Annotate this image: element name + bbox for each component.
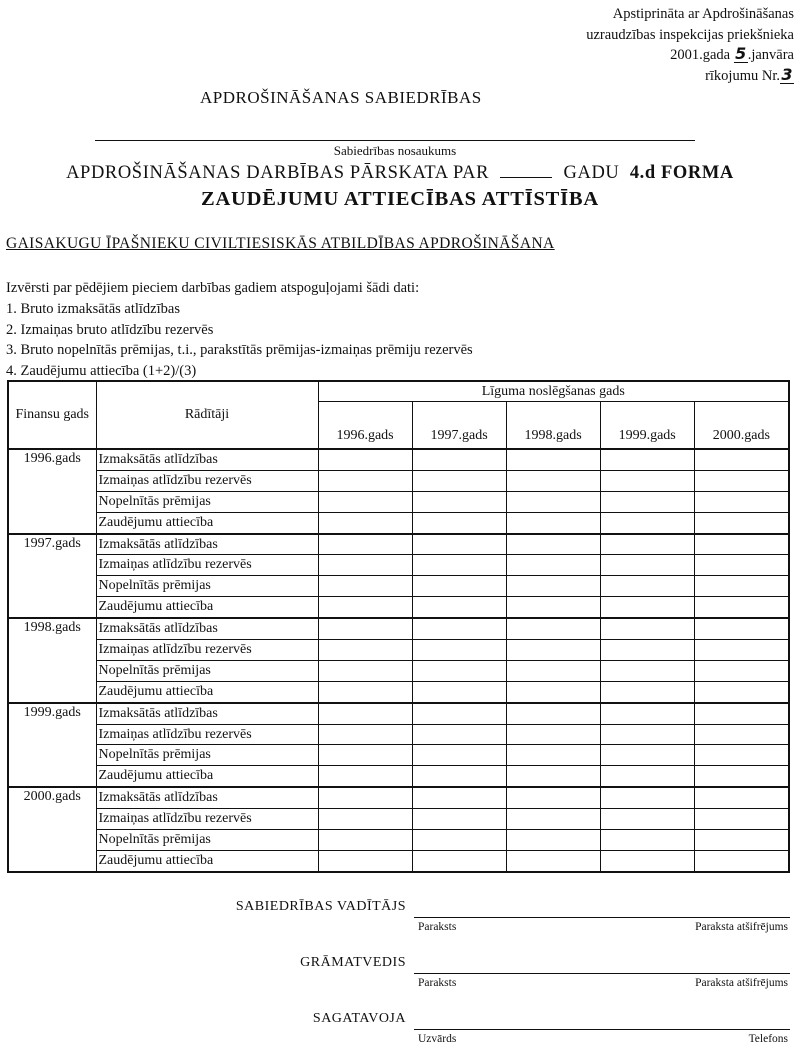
indicator-label: Nopelnītās prēmijas: [96, 576, 318, 597]
preparer-surname-caption: Uzvārds: [418, 1033, 457, 1045]
value-cell[interactable]: [506, 640, 600, 661]
indicator-label: Nopelnītās prēmijas: [96, 660, 318, 681]
value-cell[interactable]: [600, 660, 694, 681]
company-type: APDROŠINĀŠANAS SABIEDRĪBAS: [200, 88, 482, 107]
value-cell[interactable]: [412, 618, 506, 639]
table-row: [8, 809, 789, 830]
value-cell[interactable]: [506, 724, 600, 745]
approval-order-number: 3: [781, 64, 793, 84]
value-cell[interactable]: [600, 470, 694, 491]
table-row: [8, 660, 789, 681]
value-cell[interactable]: [694, 449, 789, 470]
value-cell[interactable]: [694, 766, 789, 787]
value-cell[interactable]: [412, 724, 506, 745]
table-row: [8, 512, 789, 533]
indicator-label: Zaudējumu attiecība: [96, 766, 318, 787]
value-cell[interactable]: [694, 491, 789, 512]
value-cell[interactable]: [318, 703, 412, 724]
value-cell[interactable]: [412, 640, 506, 661]
company-name-line[interactable]: [95, 140, 695, 141]
value-cell[interactable]: [318, 576, 412, 597]
value-cell[interactable]: [318, 449, 412, 470]
value-cell[interactable]: [694, 703, 789, 724]
table-row: [8, 491, 789, 512]
value-cell[interactable]: [694, 597, 789, 618]
value-cell[interactable]: [694, 470, 789, 491]
approval-line-4: [586, 66, 794, 87]
report-title: [0, 163, 800, 184]
indicator-label: Nopelnītās prēmijas: [96, 745, 318, 766]
value-cell[interactable]: [318, 724, 412, 745]
value-cell[interactable]: [600, 766, 694, 787]
accountant-name-caption: Paraksta atšifrējums: [695, 977, 788, 989]
value-cell[interactable]: [694, 512, 789, 533]
value-cell[interactable]: [600, 850, 694, 871]
col-header-year: Finansu gads: [8, 381, 96, 449]
value-cell[interactable]: [600, 512, 694, 533]
value-cell[interactable]: [694, 745, 789, 766]
financial-year-cell: 2000.gads: [8, 787, 96, 872]
intro-item: 2. Izmaiņas bruto atlīdzību rezervēs: [6, 321, 214, 338]
value-cell[interactable]: [694, 576, 789, 597]
intro-item: 3. Bruto nopelnītās prēmijas, t.i., parakstītās prēmijas-izmaiņas prēmiju rezervēs: [6, 342, 473, 359]
approval-line-3: [586, 45, 794, 66]
value-cell[interactable]: [318, 681, 412, 702]
value-cell[interactable]: [318, 660, 412, 681]
table-row: [8, 555, 789, 576]
indicator-label: Zaudējumu attiecība: [96, 597, 318, 618]
value-cell[interactable]: [318, 766, 412, 787]
value-cell[interactable]: [694, 660, 789, 681]
approval-date-suffix: .janvāra: [747, 47, 794, 63]
value-cell[interactable]: [506, 534, 600, 555]
col-header-1996: 1996.gads: [318, 402, 412, 450]
value-cell[interactable]: [412, 787, 506, 808]
value-cell[interactable]: [506, 809, 600, 830]
section-title: GAISAKUGU ĪPAŠNIEKU CIVILTIESISKĀS ATBILDĪBAS APDROŠINĀŠANA: [6, 235, 555, 252]
value-cell[interactable]: [318, 850, 412, 871]
col-header-contract-year: Līguma noslēgšanas gads: [318, 381, 789, 402]
table-row: [8, 681, 789, 702]
indicator-label: Izmaksātās atlīdzības: [96, 449, 318, 470]
indicator-label: Izmaiņas atlīdzību rezervēs: [96, 809, 318, 830]
intro-item: 1. Bruto izmaksātās atlīdzības: [6, 300, 180, 317]
value-cell[interactable]: [318, 787, 412, 808]
indicator-label: Zaudējumu attiecība: [96, 512, 318, 533]
value-cell[interactable]: [600, 830, 694, 851]
col-header-1998: 1998.gads: [506, 402, 600, 450]
value-cell[interactable]: [600, 534, 694, 555]
value-cell[interactable]: [318, 555, 412, 576]
approval-block: [586, 4, 794, 86]
value-cell[interactable]: [600, 618, 694, 639]
table-row: [8, 850, 789, 871]
indicator-label: Izmaksātās atlīdzības: [96, 534, 318, 555]
table-row: [8, 745, 789, 766]
financial-year-cell: 1998.gads: [8, 618, 96, 703]
value-cell[interactable]: [600, 640, 694, 661]
table-row: [8, 787, 789, 808]
value-cell[interactable]: [506, 787, 600, 808]
table-row: [8, 449, 789, 470]
value-cell[interactable]: [506, 830, 600, 851]
financial-year-cell: 1999.gads: [8, 703, 96, 788]
intro-item: 4. Zaudējumu attiecība (1+2)/(3): [6, 363, 197, 380]
report-title-gadu: GADU: [563, 163, 620, 183]
report-year-blank[interactable]: [500, 163, 552, 178]
table-row: [8, 703, 789, 724]
value-cell[interactable]: [694, 681, 789, 702]
indicator-label: Izmaiņas atlīdzību rezervēs: [96, 555, 318, 576]
value-cell[interactable]: [506, 745, 600, 766]
value-cell[interactable]: [318, 512, 412, 533]
loss-ratio-table: [7, 380, 790, 873]
form-label: 4.d FORMA: [629, 163, 734, 183]
value-cell[interactable]: [412, 491, 506, 512]
table-row: [8, 618, 789, 639]
value-cell[interactable]: [412, 766, 506, 787]
value-cell[interactable]: [412, 449, 506, 470]
manager-name-caption: Paraksta atšifrējums: [695, 921, 788, 933]
value-cell[interactable]: [318, 491, 412, 512]
value-cell[interactable]: [506, 470, 600, 491]
value-cell[interactable]: [318, 597, 412, 618]
approval-order-prefix: rīkojumu Nr.: [705, 67, 780, 84]
value-cell[interactable]: [694, 555, 789, 576]
value-cell[interactable]: [694, 809, 789, 830]
manager-signature-line[interactable]: [414, 917, 790, 918]
value-cell[interactable]: [600, 724, 694, 745]
value-cell[interactable]: [506, 491, 600, 512]
value-cell[interactable]: [506, 660, 600, 681]
col-header-indicators: Rādītāji: [96, 381, 318, 449]
value-cell[interactable]: [600, 703, 694, 724]
table-row: [8, 534, 789, 555]
value-cell[interactable]: [318, 470, 412, 491]
preparer-label: SAGATAVOJA: [312, 1011, 406, 1026]
col-header-1997: 1997.gads: [412, 402, 506, 450]
financial-year-cell: 1996.gads: [8, 449, 96, 534]
value-cell[interactable]: [694, 724, 789, 745]
table-row: [8, 576, 789, 597]
value-cell[interactable]: [318, 618, 412, 639]
value-cell[interactable]: [600, 787, 694, 808]
value-cell[interactable]: [694, 618, 789, 639]
value-cell[interactable]: [412, 681, 506, 702]
value-cell[interactable]: [318, 640, 412, 661]
value-cell[interactable]: [506, 850, 600, 871]
indicator-label: Izmaksātās atlīdzības: [96, 703, 318, 724]
value-cell[interactable]: [694, 534, 789, 555]
indicator-label: Nopelnītās prēmijas: [96, 830, 318, 851]
value-cell[interactable]: [506, 703, 600, 724]
table-row: [8, 597, 789, 618]
value-cell[interactable]: [600, 555, 694, 576]
value-cell[interactable]: [506, 766, 600, 787]
value-cell[interactable]: [506, 512, 600, 533]
accountant-signature-caption: Paraksts: [418, 977, 457, 989]
value-cell[interactable]: [600, 745, 694, 766]
table-body: [8, 449, 789, 872]
indicator-label: Izmaksātās atlīdzības: [96, 787, 318, 808]
value-cell[interactable]: [412, 830, 506, 851]
table-row: [8, 830, 789, 851]
value-cell[interactable]: [318, 534, 412, 555]
indicator-label: Izmaiņas atlīdzību rezervēs: [96, 640, 318, 661]
value-cell[interactable]: [506, 597, 600, 618]
value-cell[interactable]: [694, 850, 789, 871]
value-cell[interactable]: [412, 597, 506, 618]
value-cell[interactable]: [412, 512, 506, 533]
value-cell[interactable]: [600, 491, 694, 512]
value-cell[interactable]: [318, 745, 412, 766]
value-cell[interactable]: [694, 640, 789, 661]
manager-signature-caption: Paraksts: [418, 921, 457, 933]
company-name-caption: Sabiedrības nosaukums: [333, 143, 457, 158]
value-cell[interactable]: [600, 809, 694, 830]
accountant-signature-line[interactable]: [414, 973, 790, 974]
approval-day: 5: [735, 44, 747, 63]
value-cell[interactable]: [506, 681, 600, 702]
value-cell[interactable]: [600, 597, 694, 618]
manager-label: SABIEDRĪBAS VADĪTĀJS: [235, 899, 406, 914]
value-cell[interactable]: [506, 555, 600, 576]
value-cell[interactable]: [506, 618, 600, 639]
approval-line-1: Apstiprināta ar Apdrošināšanas: [612, 6, 794, 22]
value-cell[interactable]: [318, 809, 412, 830]
indicator-label: Zaudējumu attiecība: [96, 681, 318, 702]
value-cell[interactable]: [412, 703, 506, 724]
value-cell[interactable]: [412, 809, 506, 830]
indicator-label: Nopelnītās prēmijas: [96, 491, 318, 512]
preparer-line[interactable]: [414, 1029, 790, 1030]
preparer-phone-caption: Telefons: [748, 1033, 788, 1045]
value-cell[interactable]: [412, 555, 506, 576]
value-cell[interactable]: [506, 449, 600, 470]
value-cell[interactable]: [694, 787, 789, 808]
intro-text: [6, 278, 473, 382]
table-row: [8, 724, 789, 745]
col-header-2000: 2000.gads: [694, 402, 789, 450]
value-cell[interactable]: [412, 850, 506, 871]
main-title: ZAUDĒJUMU ATTIECĪBAS ATTĪSTĪBA: [200, 188, 600, 210]
accountant-label: GRĀMATVEDIS: [300, 955, 406, 970]
value-cell[interactable]: [412, 576, 506, 597]
value-cell[interactable]: [412, 470, 506, 491]
table-row: [8, 766, 789, 787]
intro-lead: Izvērsti par pēdējiem pieciem darbības gadiem atspoguļojami šādi dati:: [6, 280, 420, 296]
indicator-label: Izmaiņas atlīdzību rezervēs: [96, 724, 318, 745]
col-header-1999: 1999.gads: [600, 402, 694, 450]
value-cell[interactable]: [318, 830, 412, 851]
value-cell[interactable]: [506, 576, 600, 597]
table-row: [8, 640, 789, 661]
value-cell[interactable]: [412, 660, 506, 681]
table-row: [8, 470, 789, 491]
indicator-label: Izmaiņas atlīdzību rezervēs: [96, 470, 318, 491]
financial-year-cell: 1997.gads: [8, 534, 96, 619]
value-cell[interactable]: [600, 681, 694, 702]
approval-date-prefix: 2001.gada: [670, 47, 731, 63]
indicator-label: Zaudējumu attiecība: [96, 850, 318, 871]
approval-line-2: uzraudzības inspekcijas priekšnieka: [586, 26, 794, 43]
indicator-label: Izmaksātās atlīdzības: [96, 618, 318, 639]
value-cell[interactable]: [694, 830, 789, 851]
value-cell[interactable]: [412, 534, 506, 555]
value-cell[interactable]: [600, 576, 694, 597]
report-title-prefix: APDROŠINĀŠANAS DARBĪBAS PĀRSKATA PAR: [66, 163, 490, 183]
value-cell[interactable]: [412, 745, 506, 766]
value-cell[interactable]: [600, 449, 694, 470]
